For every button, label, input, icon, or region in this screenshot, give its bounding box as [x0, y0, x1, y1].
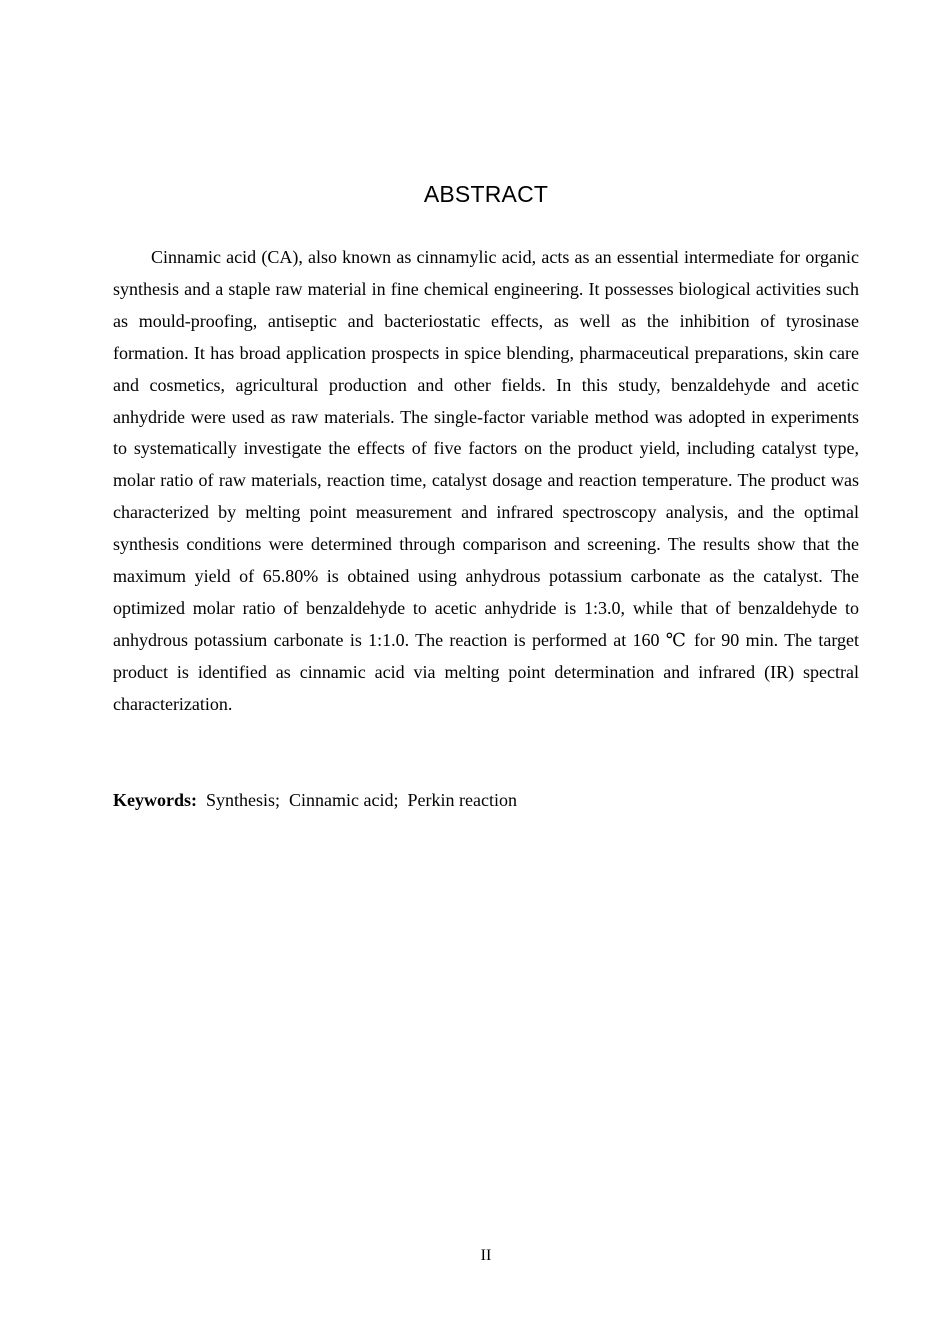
keywords-line — [113, 785, 859, 815]
keywords-label: Keywords: — [113, 790, 197, 810]
page-number: II — [480, 1247, 492, 1264]
keywords-list: Synthesis; Cinnamic acid; Perkin reaction — [197, 790, 517, 810]
abstract-title: ABSTRACT — [423, 181, 549, 207]
abstract-paragraph: Cinnamic acid (CA), also known as cinnamylic acid, acts as an essential intermediate for organic synthesis and a staple raw material in fine chemical engineering. It possesses biological activities such as mould-proofing, antiseptic and bacteriostatic effects, as well as the inhibition of tyrosinase formation. It has broad application prospects in spice blending, pharmaceutical preparations, skin care and cosmetics, agricultural production and other fields. In this study, benzaldehyde and acetic anhydride were used as raw materials. The single-factor variable method was adopted in experiments to systematically investigate the effects of five factors on the product yield, including catalyst type, molar ratio of raw materials, reaction time, catalyst dosage and reaction temperature. The product was characterized by melting point measurement and infrared spectroscopy analysis, and the optimal synthesis conditions were determined through comparison and screening. The results show that the maximum yield of 65.80% is obtained using anhydrous potassium carbonate as the catalyst. The optimized molar ratio of benzaldehyde to acetic anhydride is 1:3.0, while that of benzaldehyde to anhydrous potassium carbonate is 1:1.0. The reaction is performed at 160 ℃ for 90 min. The target product is identified as cinnamic acid via melting point determination and infrared (IR) spectral characterization. — [113, 247, 859, 714]
